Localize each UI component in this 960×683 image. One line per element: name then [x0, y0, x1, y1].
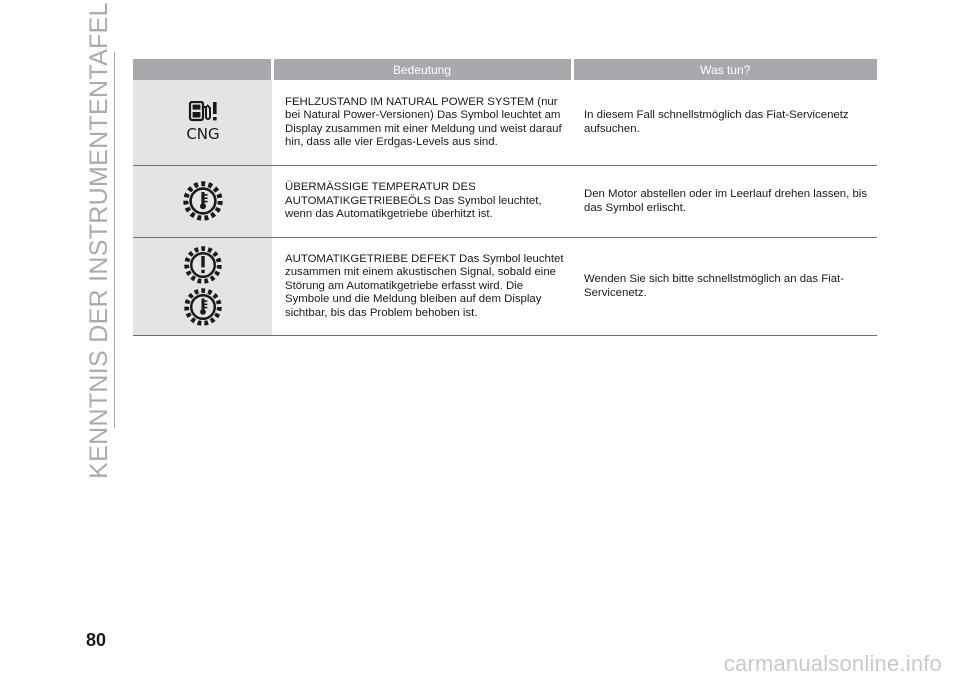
- gearbox-temperature-icon: [184, 288, 222, 326]
- icon-cell: [133, 237, 272, 335]
- warning-lights-table: [133, 59, 877, 336]
- action-cell: Den Motor abstellen oder im Leerlauf drehen lassen, bis das Symbol erlischt.: [572, 165, 877, 237]
- cng-icon-label: CNG: [185, 125, 220, 144]
- action-cell: In diesem Fall schnellstmöglich das Fiat-Servicenetz aufsuchen.: [572, 80, 877, 165]
- header-icon-column: [133, 59, 272, 80]
- watermark-text: carmanualsonline.info: [723, 651, 942, 676]
- chapter-title: KENNTNIS DER INSTRUMENTENTAFEL: [84, 1, 113, 479]
- action-cell: Wenden Sie sich bitte schnellstmöglich an das Fiat-Servicenetz.: [572, 237, 877, 335]
- gearbox-temperature-icon: [183, 181, 223, 221]
- header-meaning: Bedeutung: [272, 59, 572, 80]
- cng-fuel-warning-icon: [183, 101, 223, 143]
- chapter-title-vertical: [84, 1, 114, 479]
- meaning-cell: FEHLZUSTAND IM NATURAL POWER SYSTEM (nur bei Natural Power-Versionen) Das Symbol leuchtet am Display zusammen mit einer Meldung und weist darauf hin, dass alle vier Erdgas-Levels aus sind.: [272, 80, 572, 165]
- chapter-rule: [114, 52, 115, 428]
- table-row: [133, 165, 877, 237]
- meaning-cell: AUTOMATIKGETRIEBE DEFEKT Das Symbol leuchtet zusammen mit einem akustischen Signal, sobald eine Störung am Automatikgetriebe erfasst wird. Die Symbole und die Meldung bleiben auf dem Display sichtbar, bis das Problem behoben ist.: [272, 237, 572, 335]
- icon-cell: [133, 80, 272, 165]
- header-action: Was tun?: [572, 59, 877, 80]
- gearbox-fault-icon: [184, 246, 222, 284]
- table-header-row: [133, 59, 877, 80]
- table-row: [133, 80, 877, 165]
- table-row: [133, 237, 877, 335]
- icon-cell: [133, 165, 272, 237]
- meaning-cell: ÜBERMÄSSIGE TEMPERATUR DES AUTOMATIKGETRIEBEÖLS Das Symbol leuchtet, wenn das Automatikgetriebe überhitzt ist.: [272, 165, 572, 237]
- page-number: 80: [86, 630, 107, 650]
